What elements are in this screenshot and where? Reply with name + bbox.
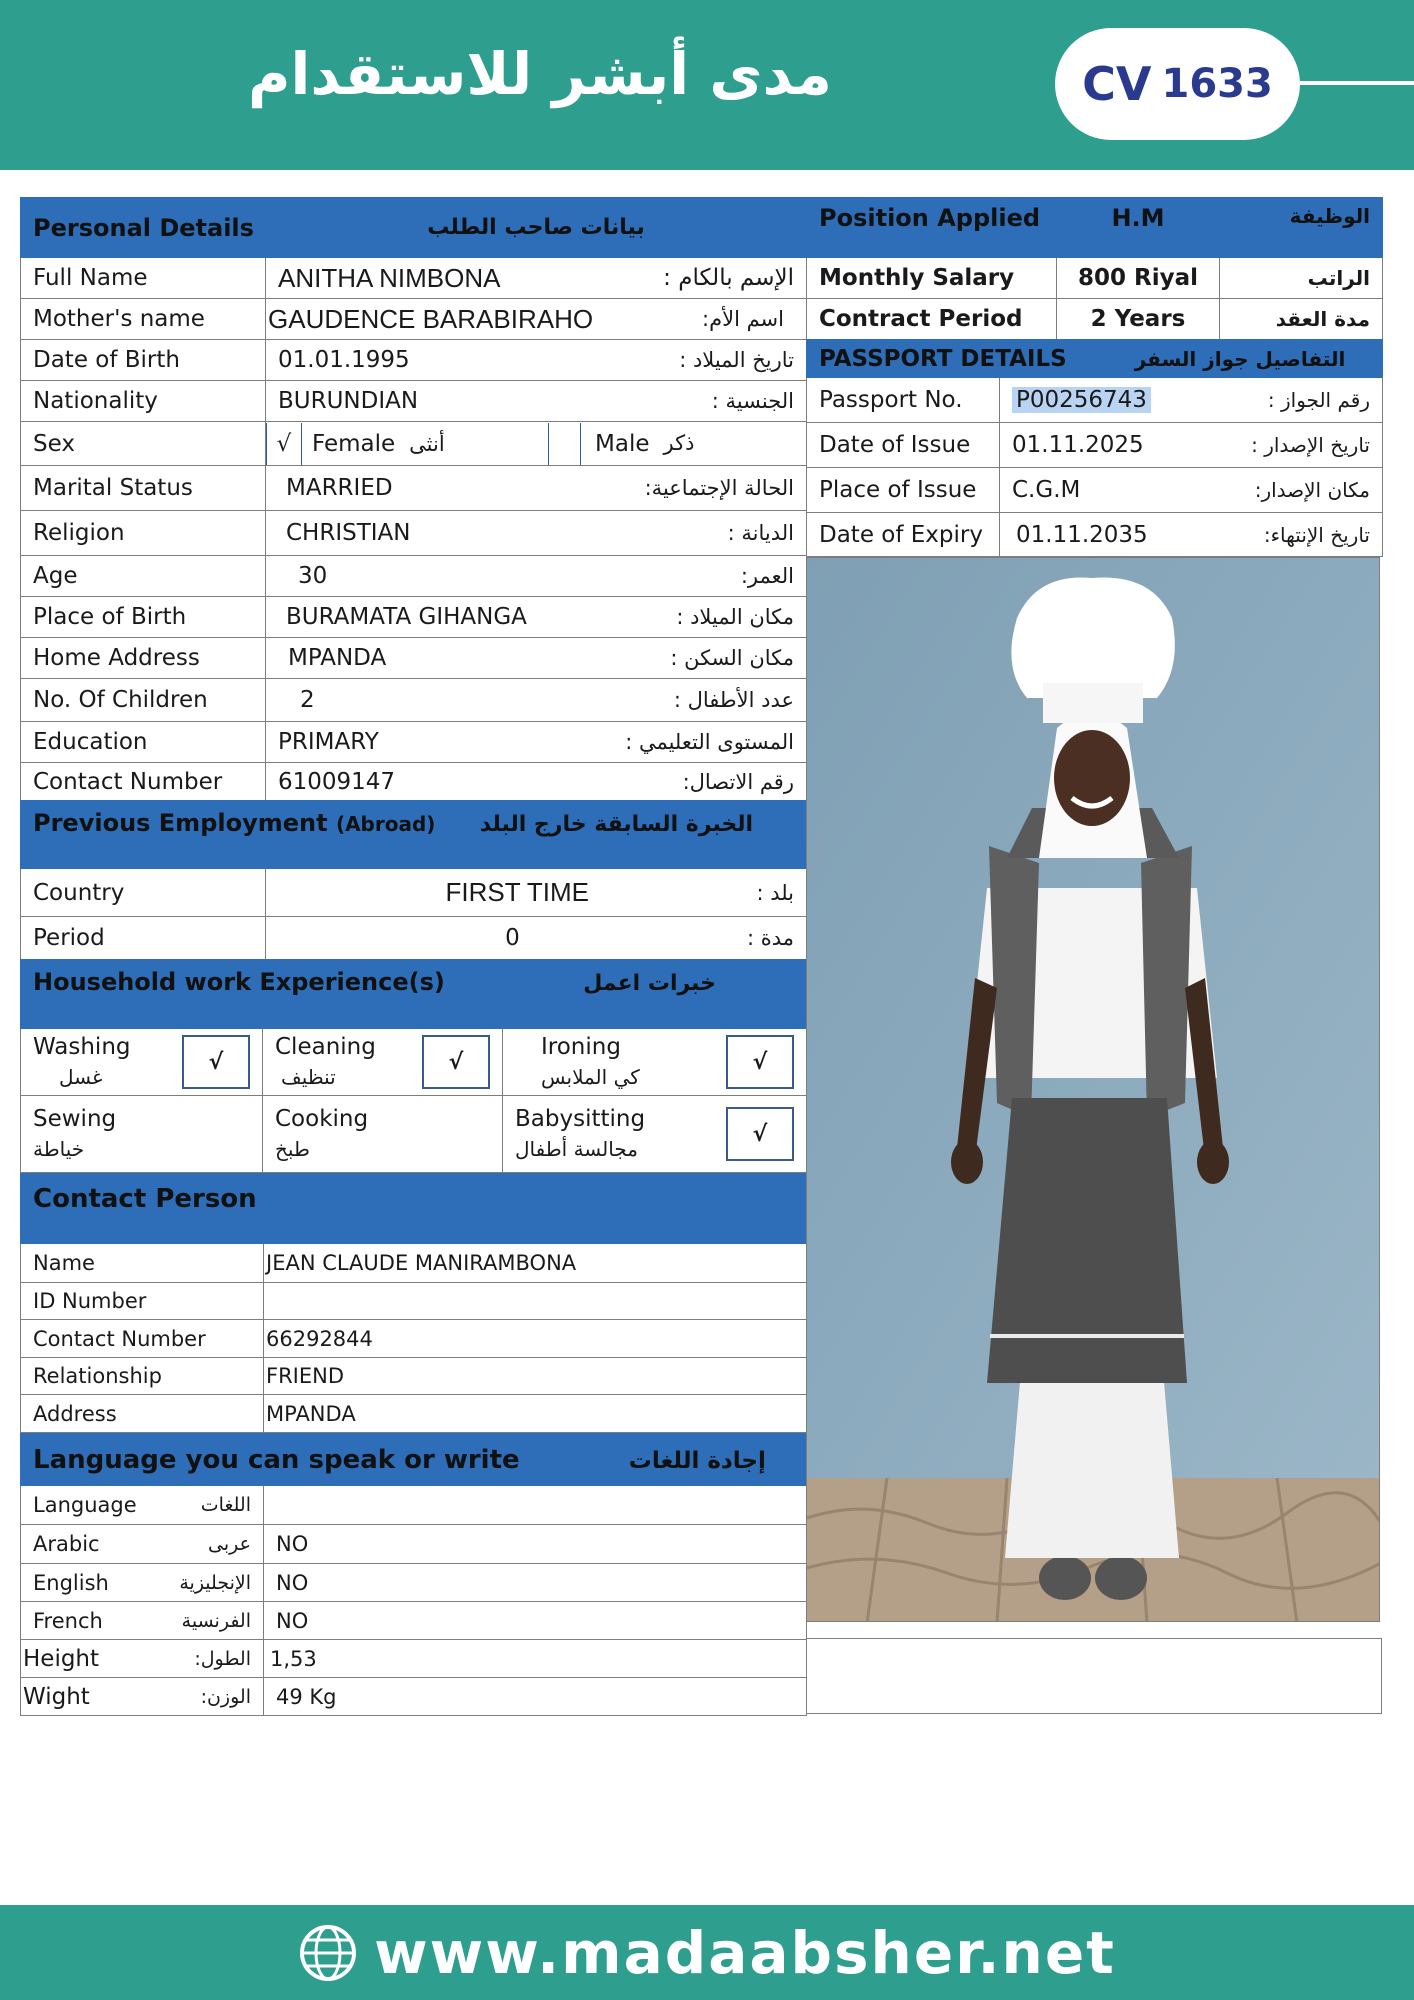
- table-row: [21, 466, 807, 511]
- field-label: Language: [33, 1493, 137, 1517]
- field-label: Marital Status: [21, 466, 266, 511]
- field-label-ar: مكان الميلاد :: [676, 605, 794, 629]
- skill-label: Babysitting: [515, 1106, 646, 1132]
- skill-label: Washing: [33, 1034, 131, 1060]
- skill-label: Sewing: [33, 1106, 117, 1132]
- applicant-photo-illustration: [807, 558, 1380, 1622]
- field-label: Date of Birth: [21, 340, 266, 381]
- skill-label-ar: خياطة: [33, 1137, 85, 1161]
- skill-babysitting: [503, 1096, 807, 1173]
- table-row: [21, 1602, 807, 1640]
- table-row: [21, 1320, 807, 1358]
- language-label-ar: الإنجليزية: [179, 1571, 251, 1594]
- field-label-ar: مكان السكن :: [670, 646, 794, 670]
- contract-ar: مدة العقد: [1220, 299, 1383, 340]
- field-label-ar: الجنسية :: [711, 389, 794, 413]
- female-check-mark: √: [276, 430, 292, 457]
- female-label-ar: أنثى: [409, 431, 445, 456]
- home-address-value: MPANDA: [288, 645, 387, 671]
- cleaning-checkbox[interactable]: √: [422, 1035, 490, 1089]
- english-value: NO: [264, 1564, 807, 1602]
- field-label: Mother's name: [21, 299, 266, 340]
- table-row: [21, 638, 807, 679]
- previous-section-title: Previous Employment: [33, 809, 328, 837]
- language-label: Arabic: [33, 1532, 100, 1556]
- male-label-ar: ذكر: [663, 430, 695, 455]
- languages-section-title-ar: إجادة اللغات: [628, 1447, 766, 1474]
- position-table: [806, 197, 1383, 340]
- field-label-ar: مدة :: [746, 926, 795, 950]
- salary-label: Monthly Salary: [807, 258, 1057, 299]
- contact-number-value: 61009147: [278, 768, 396, 795]
- washing-checkbox[interactable]: √: [182, 1035, 250, 1089]
- field-label-ar: العمر:: [740, 564, 794, 588]
- skill-label-ar: مجالسة أطفال: [515, 1137, 638, 1161]
- field-label: Home Address: [21, 638, 266, 679]
- field-label: Passport No.: [807, 378, 1000, 423]
- period-value: 0: [505, 925, 520, 951]
- religion-value: CHRISTIAN: [286, 520, 411, 546]
- skill-ironing: [503, 1029, 807, 1096]
- household-table: [20, 959, 807, 1173]
- female-checkbox[interactable]: [266, 423, 302, 465]
- children-value: 2: [300, 687, 315, 713]
- french-value: NO: [264, 1602, 807, 1640]
- table-row: [21, 1564, 807, 1602]
- skill-cleaning: [263, 1029, 503, 1096]
- full-name-value: ANITHA NIMBONA: [278, 262, 501, 293]
- field-label-ar: تاريخ الإنتهاء:: [1263, 522, 1370, 547]
- skill-label-ar: كي الملابس: [541, 1065, 640, 1089]
- field-label: Country: [21, 869, 266, 917]
- table-row: [807, 513, 1383, 557]
- weight-label-ar: الوزن:: [200, 1685, 251, 1708]
- field-label: Date of Issue: [807, 423, 1000, 468]
- skill-label-ar: طبخ: [275, 1137, 310, 1161]
- household-section-title-ar: خبرات اعمل: [583, 971, 717, 996]
- table-row: [21, 763, 807, 801]
- table-row: [807, 378, 1383, 423]
- skill-sewing: [21, 1096, 263, 1173]
- contract-value: 2 Years: [1057, 299, 1220, 340]
- height-label: Height: [23, 1645, 100, 1672]
- website-url[interactable]: www.madaabsher.net: [374, 1918, 1116, 1987]
- salary-value: 800 Riyal: [1057, 258, 1220, 299]
- field-label-ar: الإسم بالكام :: [663, 265, 794, 291]
- header-divider: [1300, 81, 1414, 85]
- field-label-ar: الحالة الإجتماعية:: [644, 476, 794, 500]
- mother-name-value: GAUDENCE BARABIRAHO: [268, 303, 594, 334]
- place-of-issue-value: C.G.M: [1012, 477, 1081, 503]
- position-applied-value: H.M: [1057, 198, 1220, 258]
- field-label-ar: اللغات: [200, 1494, 251, 1516]
- age-value: 30: [298, 563, 328, 589]
- footer-bar: [0, 1905, 1414, 2000]
- field-label: Date of Expiry: [807, 513, 1000, 557]
- weight-label: Wight: [23, 1683, 90, 1710]
- salary-ar: الراتب: [1220, 258, 1383, 299]
- marital-status-value: MARRIED: [286, 475, 393, 501]
- table-row: [807, 423, 1383, 468]
- passport-section-header: [807, 340, 1383, 378]
- field-label-ar: المستوى التعليمي :: [625, 730, 794, 754]
- applicant-photo: [806, 557, 1380, 1622]
- passport-number-value: P00256743: [1012, 387, 1151, 413]
- dob-value: 01.01.1995: [278, 347, 410, 373]
- field-label: Address: [21, 1395, 264, 1433]
- ironing-checkbox[interactable]: √: [726, 1035, 794, 1089]
- male-label: Male: [595, 430, 650, 457]
- household-section-title: Household work Experience(s): [33, 968, 445, 996]
- field-label: Place of Issue: [807, 468, 1000, 513]
- field-label: Full Name: [21, 258, 266, 299]
- skill-cooking: [263, 1096, 503, 1173]
- photo-caption-empty: [806, 1638, 1382, 1714]
- field-label: Sex: [21, 422, 266, 466]
- table-row: [21, 1678, 807, 1716]
- date-of-issue-value: 01.11.2025: [1012, 432, 1144, 458]
- field-label: ID Number: [21, 1283, 264, 1320]
- passport-section-title-ar: التفاصيل جواز السفر: [1134, 346, 1346, 371]
- field-label: Religion: [21, 511, 266, 556]
- language-label: French: [33, 1608, 103, 1633]
- position-applied-ar: الوظيفة: [1220, 198, 1383, 258]
- table-row: [21, 511, 807, 556]
- field-label-ar: رقم الاتصال:: [682, 769, 794, 794]
- personal-section-title: Personal Details: [21, 198, 266, 258]
- field-label: No. Of Children: [21, 679, 266, 722]
- languages-table: [20, 1433, 807, 1716]
- passport-table: [806, 339, 1383, 557]
- date-of-expiry-value: 01.11.2035: [1016, 521, 1148, 548]
- table-row: [21, 1486, 807, 1525]
- previous-section-sub: (Abroad): [335, 812, 436, 836]
- arabic-value: NO: [264, 1525, 807, 1564]
- contact-section-title: Contact Person: [21, 1174, 807, 1244]
- table-row: [21, 722, 807, 763]
- language-label-ar: الفرنسية: [181, 1609, 251, 1632]
- personal-section-header: [21, 198, 807, 258]
- place-of-birth-value: BURAMATA GIHANGA: [286, 604, 527, 630]
- table-row: [21, 1096, 807, 1173]
- language-label: English: [33, 1570, 109, 1595]
- female-label: Female: [312, 430, 396, 457]
- language-label-ar: عربى: [208, 1533, 251, 1555]
- height-label-ar: الطول:: [194, 1647, 251, 1670]
- contact-person-table: [20, 1173, 807, 1433]
- sex-row: [21, 422, 807, 466]
- previous-section-title-ar: الخبرة السابقة خارج البلد: [479, 812, 754, 837]
- field-label: Name: [21, 1244, 264, 1283]
- field-label: Contact Number: [21, 763, 266, 801]
- table-row: [21, 869, 807, 917]
- globe-icon: [298, 1923, 358, 1983]
- table-row: [21, 597, 807, 638]
- table-row: [21, 299, 807, 340]
- cv-prefix: CV: [1082, 57, 1152, 111]
- table-row: [21, 381, 807, 422]
- skill-label-ar: تنظيف: [281, 1065, 336, 1089]
- field-label-ar: اسم الأم:: [702, 307, 784, 331]
- skill-label: Cleaning: [275, 1034, 376, 1060]
- personal-details-table: [20, 197, 807, 801]
- contact-phone-value: 66292844: [264, 1320, 807, 1358]
- id-number-value: [264, 1283, 807, 1320]
- cv-number-badge: [1055, 28, 1300, 140]
- passport-section-title: PASSPORT DETAILS: [819, 345, 1067, 372]
- table-row: [21, 1283, 807, 1320]
- skill-label: Cooking: [275, 1106, 369, 1132]
- salary-row: [807, 258, 1383, 299]
- relationship-value: FRIEND: [264, 1358, 807, 1395]
- previous-section-header: [21, 801, 807, 869]
- nationality-value: BURUNDIAN: [278, 388, 419, 414]
- field-label: Contact Number: [21, 1320, 264, 1358]
- field-label-ar: تاريخ الإصدار :: [1251, 433, 1370, 457]
- field-label-ar: مكان الإصدار:: [1254, 478, 1370, 502]
- company-title: مدى أبشر للاستقدام: [248, 40, 832, 108]
- country-value: FIRST TIME: [445, 877, 589, 907]
- height-value: 1,53: [264, 1640, 807, 1678]
- male-checkbox[interactable]: [549, 423, 581, 465]
- table-row: [21, 1244, 807, 1283]
- skill-label: Ironing: [541, 1034, 621, 1060]
- field-label: Period: [21, 917, 266, 960]
- field-label: Nationality: [21, 381, 266, 422]
- languages-section-title: Language you can speak or write: [33, 1444, 520, 1475]
- skill-washing: [21, 1029, 263, 1096]
- personal-section-title-ar: بيانات صاحب الطلب: [266, 198, 807, 258]
- position-applied-label: Position Applied: [807, 198, 1057, 258]
- field-label-ar: بلد :: [756, 880, 795, 905]
- position-applied-row: [807, 198, 1383, 258]
- field-label: Relationship: [21, 1358, 264, 1395]
- field-label: Age: [21, 556, 266, 597]
- contact-name-value: JEAN CLAUDE MANIRAMBONA: [264, 1244, 807, 1283]
- table-row: [21, 917, 807, 960]
- contact-address-value: MPANDA: [264, 1395, 807, 1433]
- table-row: [21, 1525, 807, 1564]
- languages-section-header: [21, 1434, 807, 1486]
- contract-label: Contract Period: [807, 299, 1057, 340]
- field-label-ar: تاريخ الميلاد :: [679, 348, 794, 372]
- field-label: Education: [21, 722, 266, 763]
- table-row: [21, 1029, 807, 1096]
- weight-value: 49 Kg: [264, 1678, 807, 1716]
- table-row: [21, 258, 807, 299]
- education-value: PRIMARY: [278, 729, 379, 755]
- field-label-ar: رقم الجواز :: [1267, 388, 1370, 412]
- field-label-ar: عدد الأطفال :: [673, 688, 794, 712]
- field-label: Place of Birth: [21, 597, 266, 638]
- babysitting-checkbox[interactable]: √: [726, 1107, 794, 1161]
- skill-label-ar: غسل: [59, 1065, 103, 1089]
- table-row: [21, 1358, 807, 1395]
- cv-number: 1633: [1161, 61, 1273, 107]
- table-row: [21, 1395, 807, 1433]
- header-bar: [0, 0, 1414, 170]
- table-row: [21, 679, 807, 722]
- contract-row: [807, 299, 1383, 340]
- contact-section-header: [21, 1174, 807, 1244]
- table-row: [21, 556, 807, 597]
- table-row: [807, 468, 1383, 513]
- table-row: [21, 340, 807, 381]
- previous-employment-table: [20, 800, 807, 960]
- table-row: [21, 1640, 807, 1678]
- household-section-header: [21, 960, 807, 1029]
- field-label-ar: الديانة :: [727, 521, 794, 545]
